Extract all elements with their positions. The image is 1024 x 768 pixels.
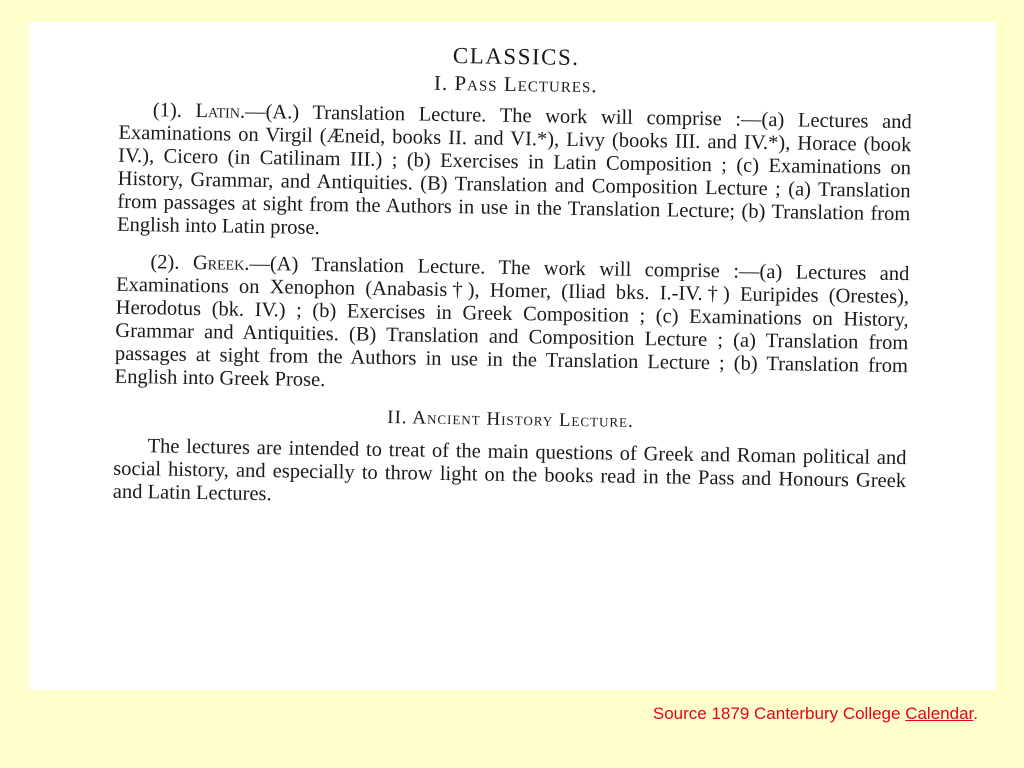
greek-text: —(A) Translation Lecture. The work will comprise :—(a) Lectures and Examinations on Xenophon (Anabasis†), Homer, (Iliad bks. I.-IV.†) Euripides (Orestes), Herodotus (bk. IV.) ; (b) Exercises in Greek Composition ; (c) Examinations on History, Grammar and Antiquities. (B) Translation and Composition Lecture ; (a) Translation from passages at sight from the Authors in use in the Translation Lecture ; (b) Translation from English into Greek Prose.: [114, 252, 910, 392]
greek-paragraph: [114, 251, 909, 401]
scanned-page-content: [113, 38, 913, 516]
latin-text: —(A.) Translation Lecture. The work will comprise :—(a) Lectures and Examinations on Virgil (Æneid, books II. and VI.*), Livy (books III. and IV.*), Horace (book IV.), Cicero (in Catilinam III.) ; (b) Exercises in Latin Composition ; (c) Examinations on History, Grammar, and Antiquities. (B) Translation and Composition Lecture ; (a) Translation from passages at sight from the Authors in use in the Translation Lecture; (b) Translation from English into Latin prose.: [116, 100, 912, 239]
ancient-history-heading: II. Ancient History Lecture.: [387, 407, 634, 432]
greek-label: (2). Greek.: [150, 251, 250, 275]
source-caption: [653, 704, 978, 724]
latin-paragraph: [117, 99, 912, 249]
pass-lectures-heading: I. Pass Lectures.: [433, 70, 598, 98]
latin-label: (1). Latin.: [152, 99, 246, 123]
scanned-page: [29, 22, 996, 690]
caption-suffix: .: [973, 704, 978, 723]
calendar-link[interactable]: Calendar: [905, 704, 974, 723]
page-title: CLASSICS.: [452, 43, 580, 71]
ancient-history-paragraph: The lectures are intended to treat of the main questions of Greek and Roman political and social history, and especially to throw light on the books read in the Pass and Honours Greek and Latin Lectures.: [112, 435, 907, 506]
caption-prefix: Source 1879 Canterbury College: [652, 704, 906, 723]
